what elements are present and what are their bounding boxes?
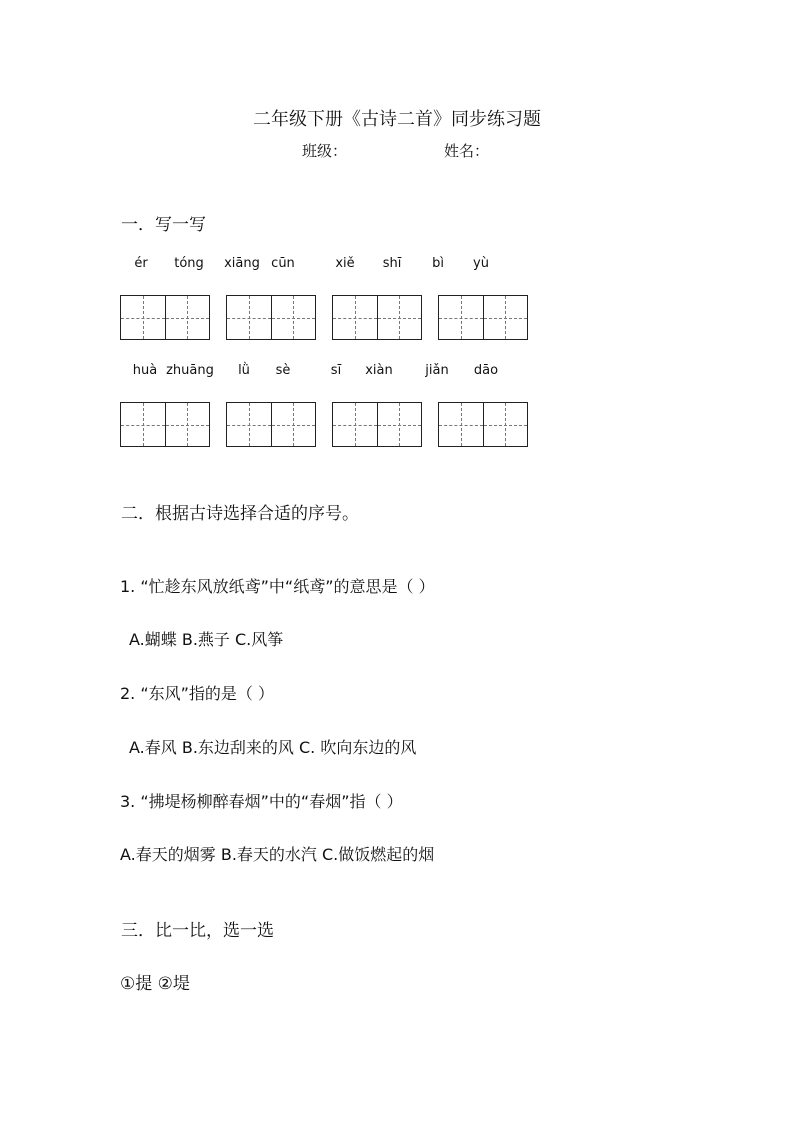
writing-box[interactable] [226, 402, 316, 447]
pinyin: xiě [335, 256, 355, 271]
class-label: 班级： [302, 142, 348, 160]
writing-box[interactable] [332, 402, 422, 447]
pinyin: xiàn [365, 363, 393, 378]
writing-box[interactable] [332, 295, 422, 340]
page-title: 二年级下册《古诗二首》同步练习题 [253, 109, 541, 130]
pinyin: bì [432, 256, 444, 271]
pinyin: dāo [473, 363, 499, 378]
name-label: 姓名： [444, 142, 490, 160]
section-2-heading: 二．根据古诗选择合适的序号。 [121, 504, 359, 524]
pinyin: shī [382, 256, 402, 271]
writing-box[interactable] [120, 295, 210, 340]
question-2: 2. “东风”指的是（ ） [120, 684, 275, 703]
question-3-options: A.春天的烟雾 B.春天的水汽 C.做饭燃起的烟 [120, 845, 435, 864]
pinyin: huà [132, 363, 158, 378]
writing-box[interactable] [438, 295, 528, 340]
pinyin: jiǎn [425, 363, 449, 378]
writing-box[interactable] [120, 402, 210, 447]
writing-box[interactable] [226, 295, 316, 340]
question-3: 3. “拂堤杨柳醉春烟”中的“春烟”指（ ） [120, 792, 403, 811]
pinyin: zhuāng [166, 363, 214, 378]
pinyin: sī [330, 363, 342, 378]
pinyin: yù [473, 256, 489, 271]
compare-items: ①提 ②堤 [120, 974, 190, 994]
section-1-heading: 一．写一写 [121, 215, 206, 235]
question-1-options: A.蝴蝶 B.燕子 C.风筝 [129, 630, 284, 649]
pinyin: xiāng [224, 256, 260, 271]
question-2-options: A.春风 B.东边刮来的风 C. 吹向东边的风 [129, 738, 417, 757]
writing-box[interactable] [438, 402, 528, 447]
section-3-heading: 三．比一比，选一选 [121, 921, 274, 941]
pinyin: ér [134, 256, 148, 271]
pinyin: lǜ [238, 363, 250, 378]
pinyin: cūn [271, 256, 295, 271]
pinyin: sè [275, 363, 291, 378]
pinyin: tóng [174, 256, 204, 271]
question-1: 1. “忙趁东风放纸鸢”中“纸鸢”的意思是（ ） [120, 577, 435, 596]
